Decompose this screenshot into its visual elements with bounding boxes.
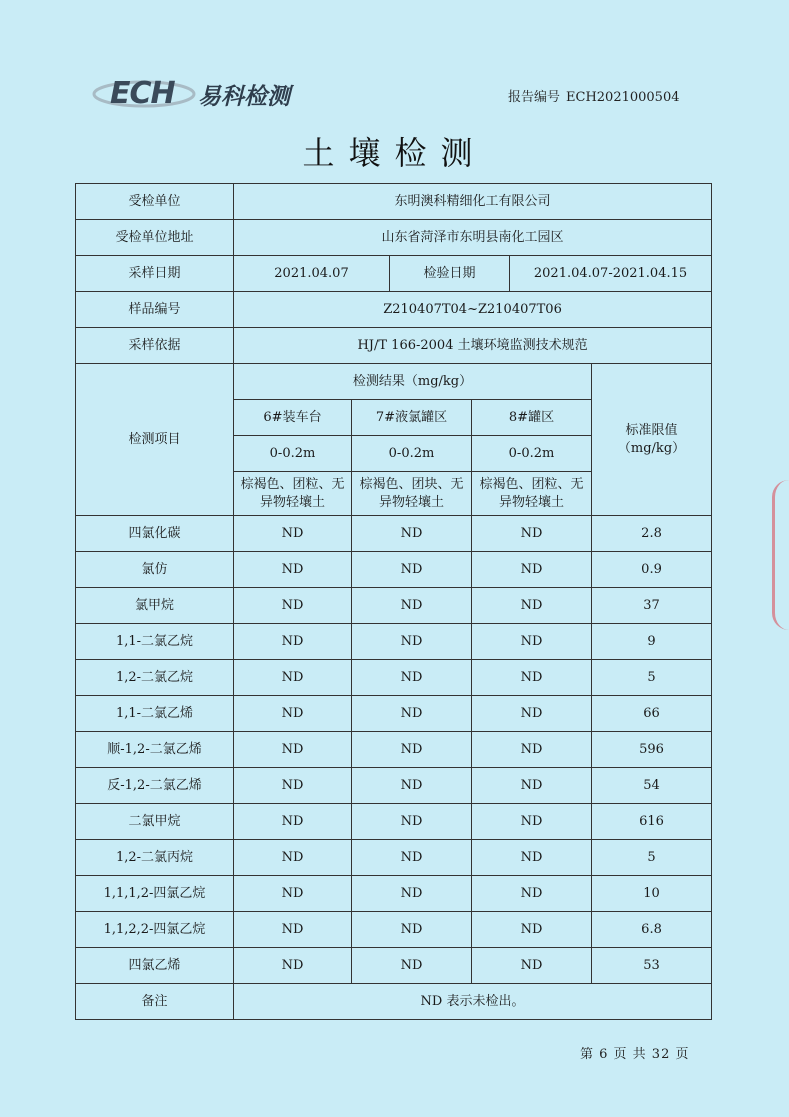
results-table (75, 183, 712, 1020)
page-number: 第 6 页 共 32 页 (580, 1047, 690, 1062)
address-value: 山东省菏泽市东明县南化工园区 (234, 220, 712, 256)
remark-label: 备注 (76, 984, 234, 1020)
client-value: 东明澳科精细化工有限公司 (234, 184, 712, 220)
result-value: ND (234, 696, 352, 732)
company-logo (92, 72, 322, 112)
result-value: ND (234, 516, 352, 552)
result-value: ND (352, 660, 472, 696)
client-label: 受检单位 (76, 184, 234, 220)
item-name: 1,1-二氯乙烯 (76, 696, 234, 732)
standard-value: 5 (592, 660, 712, 696)
item-name: 1,2-二氯丙烷 (76, 840, 234, 876)
soil-desc (472, 472, 592, 516)
soil-desc-line2: 异物轻壤土 (259, 494, 325, 510)
standard-value: 54 (592, 768, 712, 804)
table-row (76, 912, 712, 948)
standard-value: 0.9 (592, 552, 712, 588)
standard-header-line2: （mg/kg） (617, 440, 686, 456)
item-name: 四氯乙烯 (76, 948, 234, 984)
result-value: ND (352, 912, 472, 948)
result-value: ND (472, 876, 592, 912)
result-value: ND (352, 696, 472, 732)
standard-header (592, 364, 712, 516)
table-row (76, 840, 712, 876)
client-row (76, 184, 712, 220)
result-value: ND (472, 804, 592, 840)
item-name: 反-1,2-二氯乙烯 (76, 768, 234, 804)
standard-value: 596 (592, 732, 712, 768)
table-row (76, 696, 712, 732)
site-name: 8#罐区 (472, 400, 592, 436)
remark-row (76, 984, 712, 1020)
table-row (76, 552, 712, 588)
result-value: ND (352, 948, 472, 984)
result-value: ND (472, 912, 592, 948)
soil-desc (234, 472, 352, 516)
header (0, 0, 789, 120)
soil-desc (352, 472, 472, 516)
standard-value: 53 (592, 948, 712, 984)
result-header: 检测结果（mg/kg） (234, 364, 592, 400)
report-number-value: ECH2021000504 (566, 90, 680, 105)
table-row (76, 768, 712, 804)
result-value: ND (472, 840, 592, 876)
result-value: ND (472, 660, 592, 696)
sample-date-value: 2021.04.07 (234, 256, 390, 292)
address-row (76, 220, 712, 256)
table-row (76, 624, 712, 660)
result-value: ND (234, 732, 352, 768)
test-date-value: 2021.04.07-2021.04.15 (510, 256, 712, 292)
table-row (76, 588, 712, 624)
result-value: ND (352, 804, 472, 840)
page-title: 土壤检测 (302, 134, 487, 172)
results-header-row (76, 364, 712, 400)
result-value: ND (234, 660, 352, 696)
item-name: 1,1,1,2-四氯乙烷 (76, 876, 234, 912)
result-value: ND (234, 912, 352, 948)
standard-value: 5 (592, 840, 712, 876)
basis-value: HJ/T 166-2004 土壤环境监测技术规范 (234, 328, 712, 364)
result-value: ND (234, 948, 352, 984)
site-depth: 0-0.2m (352, 436, 472, 472)
result-value: ND (234, 588, 352, 624)
item-name: 1,1-二氯乙烷 (76, 624, 234, 660)
result-value: ND (352, 732, 472, 768)
standard-header-line1: 标准限值 (625, 422, 678, 438)
remark-value: ND 表示未检出。 (234, 984, 712, 1020)
result-value: ND (234, 552, 352, 588)
result-value: ND (234, 624, 352, 660)
result-value: ND (352, 768, 472, 804)
item-name: 四氯化碳 (76, 516, 234, 552)
result-value: ND (234, 840, 352, 876)
soil-desc-line1: 棕褐色、团粒、无 (479, 476, 584, 492)
basis-row (76, 328, 712, 364)
item-name: 二氯甲烷 (76, 804, 234, 840)
result-value: ND (472, 624, 592, 660)
item-name: 氯仿 (76, 552, 234, 588)
standard-value: 9 (592, 624, 712, 660)
item-name: 氯甲烷 (76, 588, 234, 624)
result-value: ND (234, 768, 352, 804)
result-value: ND (352, 876, 472, 912)
address-label: 受检单位地址 (76, 220, 234, 256)
soil-desc-line2: 异物轻壤土 (498, 494, 564, 510)
standard-value: 6.8 (592, 912, 712, 948)
date-row (76, 256, 712, 292)
result-value: ND (352, 552, 472, 588)
standard-value: 66 (592, 696, 712, 732)
table-row (76, 660, 712, 696)
report-number-label: 报告编号 (508, 90, 561, 105)
standard-value: 37 (592, 588, 712, 624)
stamp-edge (772, 480, 789, 630)
table-row (76, 948, 712, 984)
basis-label: 采样依据 (76, 328, 234, 364)
sample-no-row (76, 292, 712, 328)
table-row (76, 876, 712, 912)
standard-value: 2.8 (592, 516, 712, 552)
table-row (76, 804, 712, 840)
soil-desc-line2: 异物轻壤土 (378, 494, 444, 510)
result-value: ND (472, 516, 592, 552)
site-depth: 0-0.2m (472, 436, 592, 472)
table-row (76, 732, 712, 768)
table-row (76, 516, 712, 552)
standard-value: 10 (592, 876, 712, 912)
sample-no-label: 样品编号 (76, 292, 234, 328)
site-depth: 0-0.2m (234, 436, 352, 472)
site-name: 6#装车台 (234, 400, 352, 436)
item-header: 检测项目 (76, 364, 234, 516)
result-value: ND (472, 588, 592, 624)
result-value: ND (352, 840, 472, 876)
result-value: ND (234, 804, 352, 840)
result-value: ND (472, 768, 592, 804)
result-value: ND (472, 696, 592, 732)
result-value: ND (352, 624, 472, 660)
standard-value: 616 (592, 804, 712, 840)
sample-date-label: 采样日期 (76, 256, 234, 292)
sample-no-value: Z210407T04~Z210407T06 (234, 292, 712, 328)
result-rows (76, 516, 712, 984)
result-value: ND (472, 552, 592, 588)
item-name: 1,2-二氯乙烷 (76, 660, 234, 696)
result-value: ND (472, 948, 592, 984)
item-name: 1,1,2,2-四氯乙烷 (76, 912, 234, 948)
logo-text: ECH (110, 76, 175, 111)
item-name: 顺-1,2-二氯乙烯 (76, 732, 234, 768)
logo-cn-text: 易科检测 (198, 84, 290, 110)
soil-desc-line1: 棕褐色、团粒、无 (240, 476, 345, 492)
result-value: ND (352, 516, 472, 552)
site-name: 7#液氯罐区 (352, 400, 472, 436)
soil-desc-line1: 棕褐色、团块、无 (359, 476, 464, 492)
report-number (508, 86, 680, 105)
result-value: ND (234, 876, 352, 912)
result-value: ND (352, 588, 472, 624)
test-date-label: 检验日期 (390, 256, 510, 292)
result-value: ND (472, 732, 592, 768)
